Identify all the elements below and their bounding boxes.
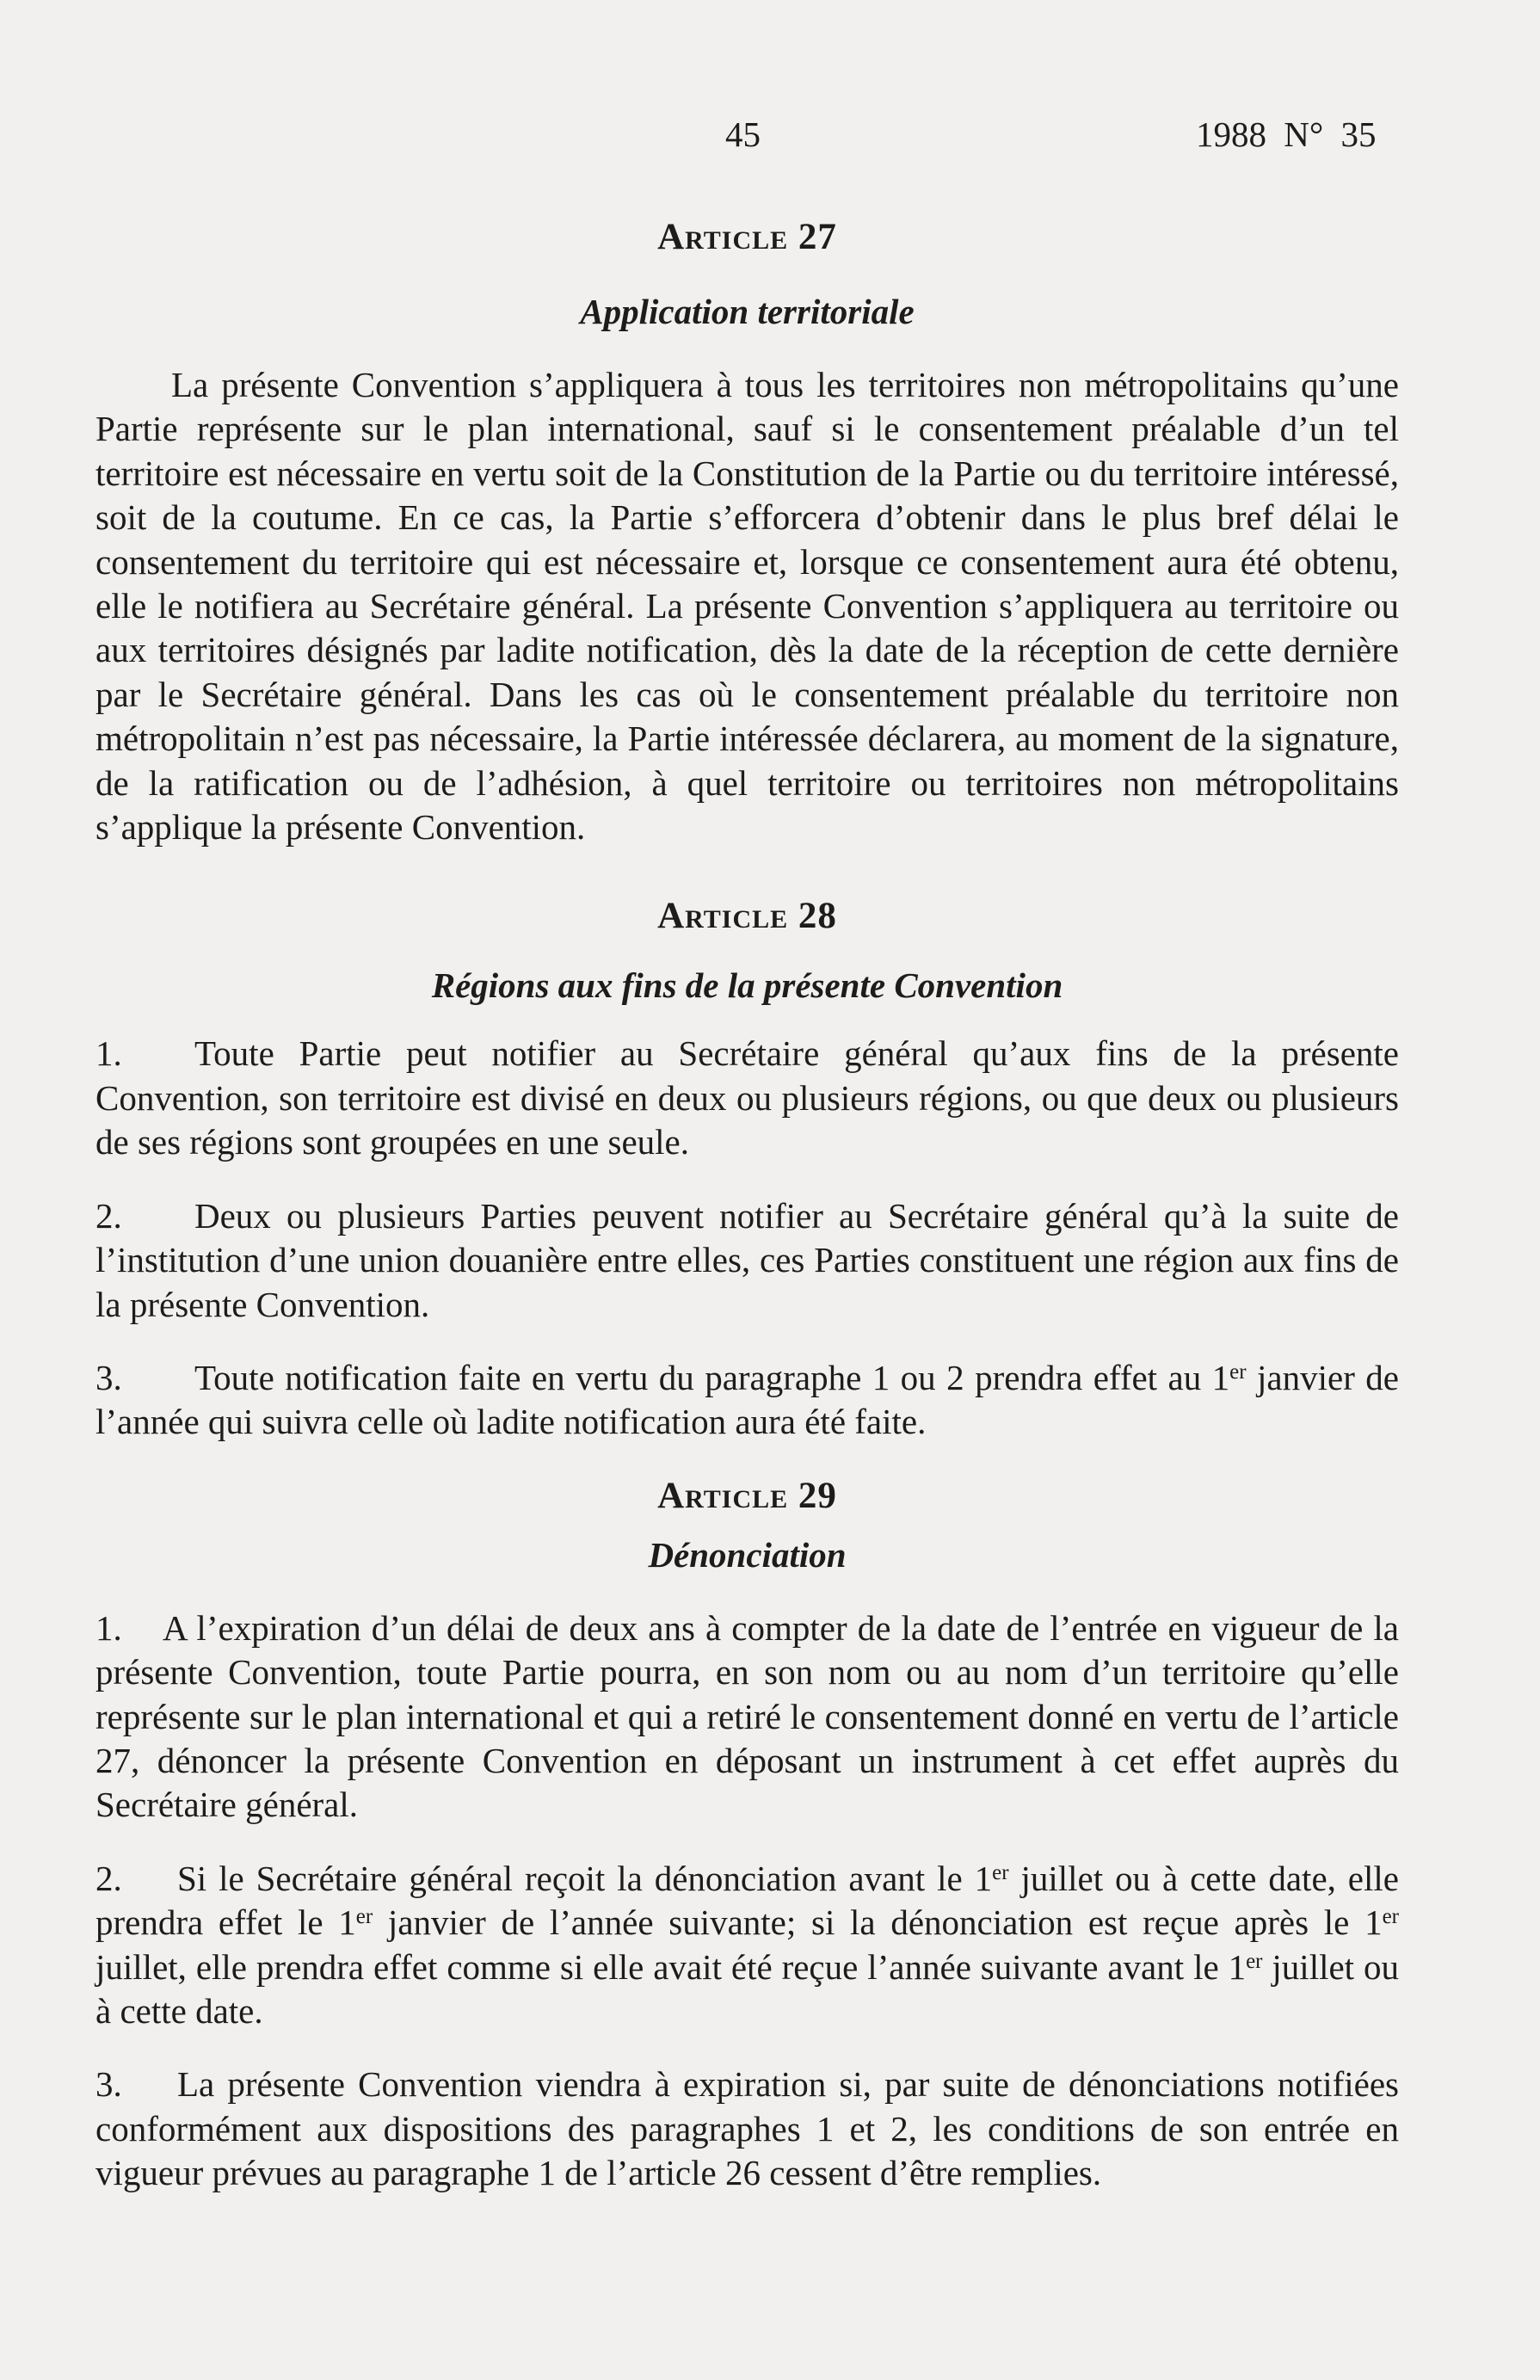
article-heading: Article 27 <box>657 217 837 257</box>
article-29 <box>95 1474 1399 2196</box>
article-27 <box>95 215 1399 849</box>
numbered-paragraph <box>95 2062 1399 2195</box>
numbered-paragraph <box>95 1032 1399 1164</box>
superscript: er <box>992 1860 1009 1884</box>
article-subheading: Régions aux fins de la présente Convention <box>431 965 1063 1006</box>
numbered-paragraph <box>95 1606 1399 1828</box>
paragraph-number: 1. <box>95 1607 122 1648</box>
paragraph-number: 2. <box>95 1195 122 1236</box>
page-content <box>95 215 1399 2196</box>
superscript: er <box>1382 1905 1399 1929</box>
article-heading: Article 28 <box>657 896 837 937</box>
numbered-paragraph <box>95 1857 1399 2034</box>
superscript: er <box>355 1905 373 1929</box>
article-subheading: Application territoriale <box>580 292 915 331</box>
article-subheading: Dénonciation <box>648 1534 847 1575</box>
document-reference: 1988 N° 35 <box>1196 114 1377 154</box>
paragraph-text: La présente Convention viendra à expiration si, par suite de dénonciations notifiées conformément aux dispositions des paragraphes 1 et 2, les conditions de son entrée en vigueur prévues au paragraphe 1 de l’article 26 cessent d’être remplies. <box>95 2064 1399 2193</box>
paragraph-text: juillet ou à cette date, elle prendra effet le 1 <box>95 1858 1399 1943</box>
numbered-paragraph <box>95 1356 1399 1445</box>
paragraph-number: 1. <box>95 1033 122 1074</box>
page-number: 45 <box>725 114 761 154</box>
paragraph-text: Si le Secrétaire général reçoit la dénonciation avant le 1 <box>177 1858 993 1898</box>
paragraph-text: Toute Partie peut notifier au Secrétaire général qu’aux fins de la présente Convention, son territoire est divisé en deux ou plusieurs régions, ou que deux ou plusieurs de ses régions sont groupées en une seule. <box>95 1033 1399 1162</box>
paragraph-text: Deux ou plusieurs Parties peuvent notifier au Secrétaire général qu’à la suite de l’institution d’une union douanière entre elles, ces Parties constituent une région aux fins de la présente Convention. <box>95 1195 1399 1324</box>
paragraph-number: 3. <box>95 2064 122 2105</box>
superscript: er <box>1246 1949 1263 1973</box>
page-header <box>0 114 1540 157</box>
paragraph-number: 2. <box>95 1858 122 1898</box>
article-paragraph: La présente Convention s’appliquera à tous les territoires non métropolitains qu’une Partie représente sur le plan international, sauf si le consentement préalable d’un tel territoire est nécessaire en vertu soit de la Constitution de la Partie ou du territoire intéressé, soit de la coutume. En ce cas, la Partie s’efforcera d’obtenir dans le plus bref délai le consentement du territoire qui est nécessaire et, lorsque ce consentement aura été obtenu, elle le notifiera au Secrétaire général. La présente Convention s’appliquera au territoire ou aux territoires désignés par ladite notification, dès la date de la réception de cette dernière par le Secrétaire général. Dans les cas où le consentement préalable du territoire non métropolitain n’est pas nécessaire, la Partie intéressée déclarera, au moment de la signature, de la ratification ou de l’adhésion, à quel territoire ou territoires non métropolitains s’applique la présente Convention. <box>95 365 1399 848</box>
paragraph-text: Toute notification faite en vertu du paragraphe 1 ou 2 prendra effet au 1 <box>194 1357 1230 1397</box>
paragraph-number: 3. <box>95 1357 122 1397</box>
paragraph-text: janvier de l’année suivante; si la dénonciation est reçue après le 1 <box>373 1902 1383 1943</box>
superscript: er <box>1229 1360 1247 1384</box>
numbered-paragraph <box>95 1194 1399 1327</box>
paragraph-text: A l’expiration d’un délai de deux ans à compter de la date de l’entrée en vigueur de la présente Convention, toute Partie pourra, en son nom ou au nom d’un territoire qu’elle représente sur le plan international et qui a retiré le consentement donné en vertu de l’article 27, dénoncer la présente Convention en déposant un instrument à cet effet auprès du Secrétaire général. <box>95 1607 1399 1825</box>
paragraph-text: janvier de l’année qui suivra celle où ladite notification aura été faite. <box>95 1357 1399 1442</box>
article-28 <box>95 894 1399 1444</box>
article-heading: Article 29 <box>657 1475 837 1516</box>
paragraph-text: juillet ou à cette date. <box>95 1946 1399 2031</box>
paragraph-text: juillet, elle prendra effet comme si elle avait été reçue l’année suivante avant le 1 <box>95 1946 1247 1987</box>
